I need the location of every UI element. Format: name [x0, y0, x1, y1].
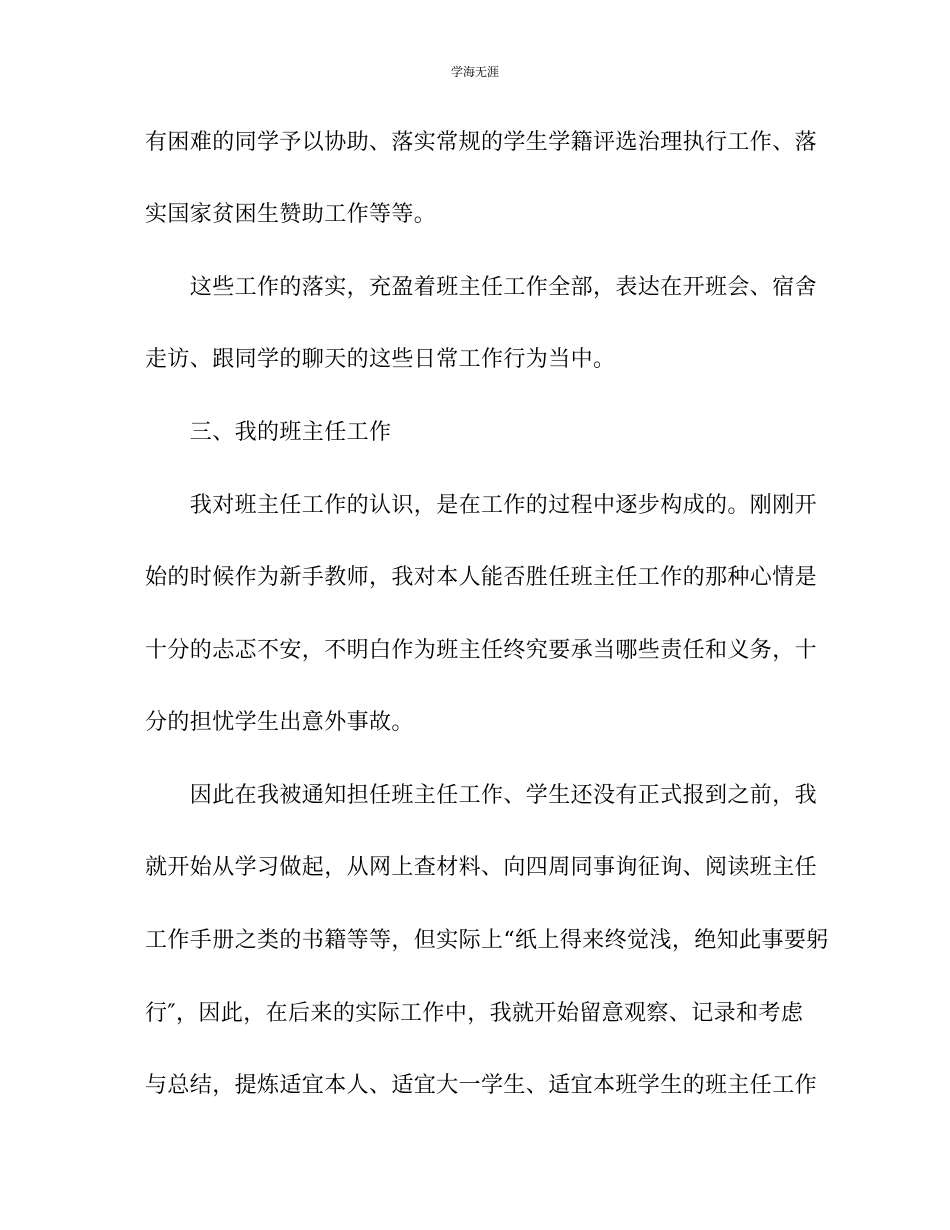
text-line: 走访、跟同学的聊天的这些日常工作行为当中。	[145, 347, 616, 372]
text-line: 这些工作的落实，充盈着班主任工作全部，表达在开班会、宿舍	[145, 275, 818, 300]
page-header: 学海无涯	[450, 65, 499, 79]
text-line: 与总结，提炼适宜本人、适宜大一学生、适宜本班学生的班主任工作	[145, 1073, 818, 1098]
text-line: 分的担忧学生出意外事故。	[145, 710, 414, 735]
text-line: 实国家贫困生赞助工作等等。	[145, 202, 437, 227]
text-line: 因此在我被通知担任班主任工作、学生还没有正式报到之前，我	[145, 783, 818, 808]
text-line: 就开始从学习做起，从网上查材料、向四周同事询征询、阅读班主任	[145, 855, 818, 880]
text-line: 有困难的同学予以协助、落实常规的学生学籍评选治理执行工作、落	[145, 130, 818, 155]
section-heading: 三、我的班主任工作	[145, 420, 392, 445]
text-line: 行″，因此，在后来的实际工作中，我就开始留意观察、记录和考虑	[145, 1001, 804, 1026]
text-line: 始的时候作为新手教师，我对本人能否胜任班主任工作的那种心情是	[145, 565, 818, 590]
text-line: 我对班主任工作的认识，是在工作的过程中逐步构成的。刚刚开	[145, 493, 818, 518]
text-line: 十分的忐忑不安，不明白作为班主任终究要承当哪些责任和义务，十	[145, 638, 818, 663]
text-line: 工作手册之类的书籍等等，但实际上“纸上得来终觉浅，绝知此事要躬	[145, 928, 829, 953]
